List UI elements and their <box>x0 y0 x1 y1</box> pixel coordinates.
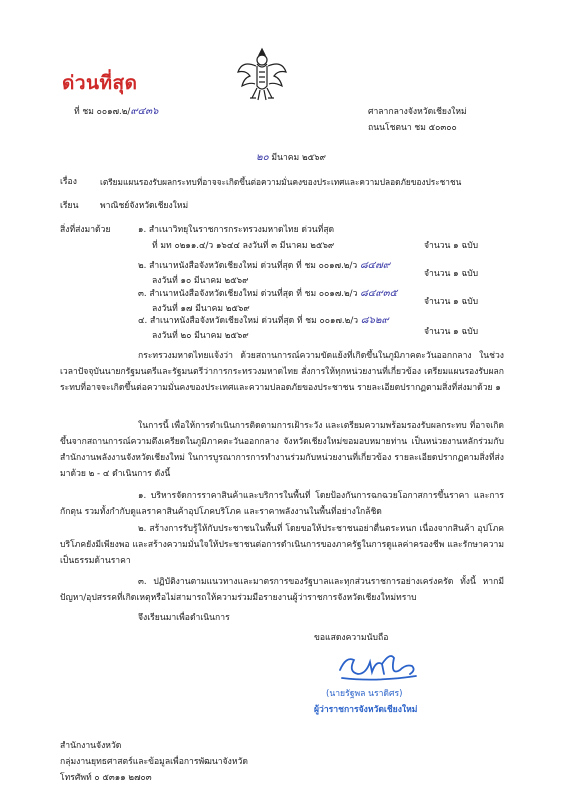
office-address-line1: ศาลากลางจังหวัดเชียงใหม่ <box>368 107 467 117</box>
body-paragraph: กระทรวงมหาดไทยแจ้งว่า ด้วยสถานการณ์ความขัดแย้งที่เกิดขึ้นในภูมิภาคตะวันออกกลาง ในช่วงเวลาปัจจุบันนายกรัฐมนตรีและรัฐมนตรีว่าการกระทรวงมหาดไทย สั่งการให้ทุกหน่วยงานที่เกี่ยวข้อง เตรียมแผนรองรับผลกระทบที่อาจจะเกิดขึ้นต่อความมั่นคงของประเทศและความปลอดภัยของประชาชน รายละเอียดปรากฏตามสิ่งที่ส่งมาด้วย ๑ <box>60 351 504 393</box>
body-list-item: ๑. บริหารจัดการราคาสินค้าและบริการในพื้นที่ โดยป้องกันการฉกฉวยโอกาสการขึ้นราคา และการกักตุน รวมทั้งกำกับดูแลราคาสินค้าอุปโภคบริโภค และราคาพลังงานในพื้นที่อย่างใกล้ชิด <box>60 491 504 517</box>
recipient-label: เรียน <box>60 201 79 211</box>
body-paragraph: ในการนี้ เพื่อให้การดำเนินการติดตามการเฝ้าระวัง และเตรียมความพร้อมรองรับผลกระทบ ที่อาจเกิดขึ้นจากสถานการณ์ความตึงเครียดในภูมิภาคตะวันออกกลาง จังหวัดเชียงใหม่ขอมอบหมายท่าน เป็นหน่วยงานหลักร่วมกับสำนักงานพลังงานจังหวัดเชียงใหม่ ในการบูรณาการการทำงานร่วมกับหน่วยงานที่เกี่ยวข้อง รายละเอียดปรากฏตามสิ่งที่ส่งมาด้วย ๒ - ๔ ดำเนินการ ดังนี้ <box>60 421 504 479</box>
document-number-handwritten: ๙๔๓๖ <box>130 106 159 117</box>
enclosure-item-line1: ๒. สำเนาหนังสือจังหวัดเชียงใหม่ ด่วนที่สุด ที่ ชม ๐๐๑๗.๒/ว ๘๔๗๙ <box>138 260 391 271</box>
date-month-year: มีนาคม ๒๕๖๙ <box>268 153 326 163</box>
garuda-emblem-icon <box>236 46 288 102</box>
subject-label: เรื่อง <box>60 177 77 187</box>
enclosure-item-handwritten-number: ๘๖๒๙ <box>360 315 389 326</box>
enclosure-item-line1: ๑. สำเนาวิทยุในราชการกระทรวงมหาดไทย ด่วนที่สุด <box>138 225 335 235</box>
date-day-handwritten: ๒๐ <box>256 152 269 163</box>
subject-text: เตรียมแผนรองรับผลกระทบที่อาจจะเกิดขึ้นต่อความมั่นคงของประเทศและความปลอดภัยของประชาชน <box>100 177 462 187</box>
enclosure-item-handwritten-number: ๘๔๗๙ <box>359 260 391 271</box>
enclosure-item-copies: จำนวน ๑ ฉบับ <box>424 297 479 307</box>
body-list-item: ๓. ปฏิบัติงานตามแนวทางและมาตรการของรัฐบาลและทุกส่วนราชการอย่างเคร่งครัด ทั้งนี้ หากมีปัญหา/อุปสรรคที่เกิดเหตุหรือไม่สามารถให้ความร่วมมือรายงานผู้ว่าราชการจังหวัดเชียงใหม่ทราบ <box>60 577 504 603</box>
enclosure-item-line1: ๓. สำเนาหนังสือจังหวัดเชียงใหม่ ด่วนที่สุด ที่ ชม ๐๐๑๗.๒/ว ๘๔๙๓๕ <box>138 288 398 299</box>
enclosure-item-line2: ที่ มท ๐๒๑๑.๔/ว ๑๖๔๔ ลงวันที่ ๓ มีนาคม ๒๕๖๙ <box>152 241 335 251</box>
signatory-position: ผู้ว่าราชการจังหวัดเชียงใหม่ <box>314 705 418 715</box>
enclosure-item-copies: จำนวน ๑ ฉบับ <box>424 269 479 279</box>
document-date <box>256 153 326 163</box>
enclosures-label: สิ่งที่ส่งมาด้วย <box>60 225 111 235</box>
signature-icon <box>336 648 420 684</box>
footer-office: สำนักงานจังหวัด <box>60 741 122 751</box>
recipient-text: พาณิชย์จังหวัดเชียงใหม่ <box>100 201 189 211</box>
enclosure-item-copies: จำนวน ๑ ฉบับ <box>424 241 479 251</box>
signatory-name: (นายรัฐพล นราดิศร) <box>326 689 403 699</box>
footer-division: กลุ่มงานยุทธศาสตร์และข้อมูลเพื่อการพัฒนาจังหวัด <box>60 757 248 767</box>
document-number-prefix: ที่ ชม ๐๐๑๗.๒/ <box>74 107 131 117</box>
urgency-stamp: ด่วนที่สุด <box>62 72 138 94</box>
body-list-item: ๒. สร้างการรับรู้ให้กับประชาชนในพื้นที่ โดยขอให้ประชาชนอย่าตื่นตระหนก เนื่องจากสินค้า อุปโภคบริโภคยังมีเพียงพอ และสร้างความมั่นใจให้ประชาชนต่อการดำเนินการของภาครัฐในการดูแลค่าครองชีพ และรักษาความเป็นธรรมด้านราคา <box>60 524 504 566</box>
footer-phone: โทรศัพท์ ๐ ๕๓๑๑ ๒๗๐๓ <box>60 773 152 783</box>
enclosure-item-line2: ลงวันที่ ๑๐ มีนาคม ๒๕๖๙ <box>152 276 249 286</box>
closing-line: จึงเรียนมาเพื่อดำเนินการ <box>138 613 230 623</box>
enclosure-item-line2: ลงวันที่ ๒๐ มีนาคม ๒๕๖๙ <box>152 331 249 341</box>
enclosure-item-line1: ๔. สำเนาหนังสือจังหวัดเชียงใหม่ ด่วนที่สุด ที่ ชม ๐๐๑๗.๒/ว ๘๖๒๙ <box>138 315 389 326</box>
regards-line: ขอแสดงความนับถือ <box>314 633 389 643</box>
enclosure-item-copies: จำนวน ๑ ฉบับ <box>424 327 479 337</box>
enclosure-item-line2: ลงวันที่ ๑๗ มีนาคม ๒๕๖๙ <box>152 304 250 314</box>
enclosure-item-handwritten-number: ๘๔๙๓๕ <box>360 288 398 299</box>
document-number <box>74 107 158 117</box>
office-address-line2: ถนนโชตนา ชม ๕๐๓๐๐ <box>368 123 457 133</box>
